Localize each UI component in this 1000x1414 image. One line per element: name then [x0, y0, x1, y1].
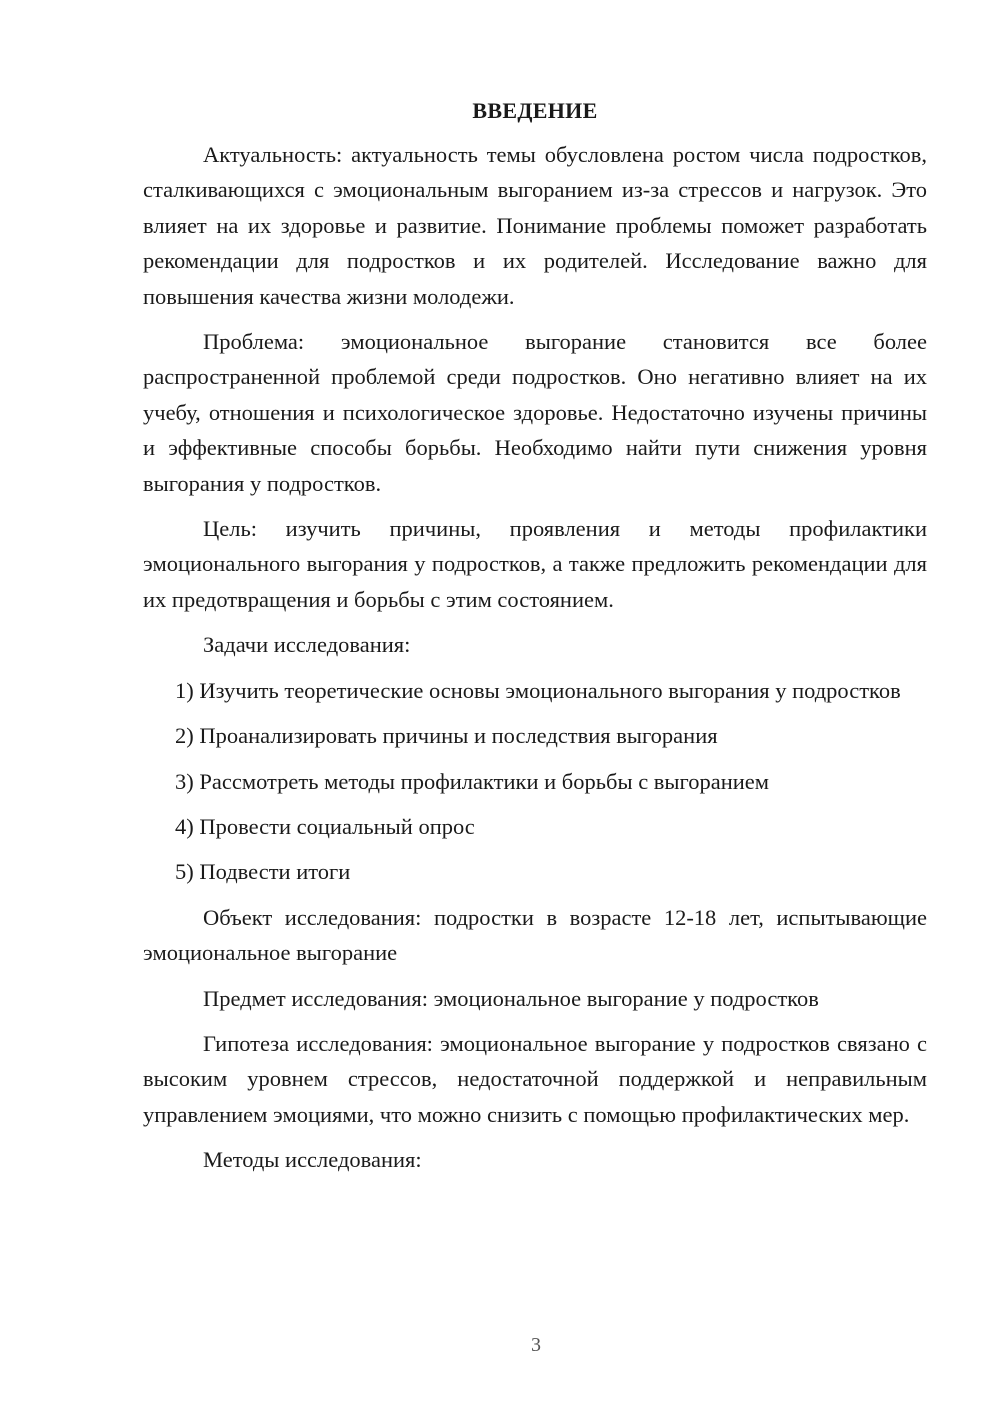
page-number: 3 [531, 1334, 541, 1356]
section-title: ВВЕДЕНИЕ [472, 98, 598, 123]
page-content [143, 96, 927, 1188]
task-item: 3) Рассмотреть методы профилактики и борьбы с выгоранием [175, 768, 770, 794]
task-item: 4) Провести социальный опрос [175, 813, 475, 839]
paragraph-subject: Предмет исследования: эмоциональное выгорание у подростков [203, 985, 819, 1011]
paragraph-object: Объект исследования: подростки в возрасте 12-18 лет, испытывающие эмоциональное выгорание [143, 904, 927, 966]
task-item: 2) Проанализировать причины и последствия выгорания [175, 723, 718, 749]
methods-heading: Методы исследования: [203, 1147, 422, 1173]
tasks-heading: Задачи исследования: [203, 632, 411, 658]
paragraph-hypothesis: Гипотеза исследования: эмоциональное выгорание у подростков связано с высоким уровнем стрессов, недостаточной поддержкой и неправильным управлением эмоциями, что можно снизить с помощью профилактических мер. [143, 1030, 927, 1127]
paragraph-relevance: Актуальность: актуальность темы обусловлена ростом числа подростков, сталкивающихся с эмоциональным выгоранием из-за стрессов и нагрузок. Это влияет на их здоровье и развитие. Понимание проблемы поможет разработать рекомендации для подростков и их родителей. Исследование важно для повышения качества жизни молодежи. [143, 142, 927, 309]
paragraph-goal: Цель: изучить причины, проявления и методы профилактики эмоционального выгорания у подростков, а также предложить рекомендации для их предотвращения и борьбы с этим состоянием. [143, 516, 927, 612]
paragraph-problem: Проблема: эмоциональное выгорание становится все более распространенной проблемой среди подростков. Оно негативно влияет на их учебу, отношения и психологическое здоровье. Недостаточно изучены причины и эффективные способы борьбы. Необходимо найти пути снижения уровня выгорания у подростков. [143, 329, 927, 496]
task-item: 1) Изучить теоретические основы эмоционального выгорания у подростков [175, 677, 901, 703]
task-item: 5) Подвести итоги [175, 859, 351, 885]
